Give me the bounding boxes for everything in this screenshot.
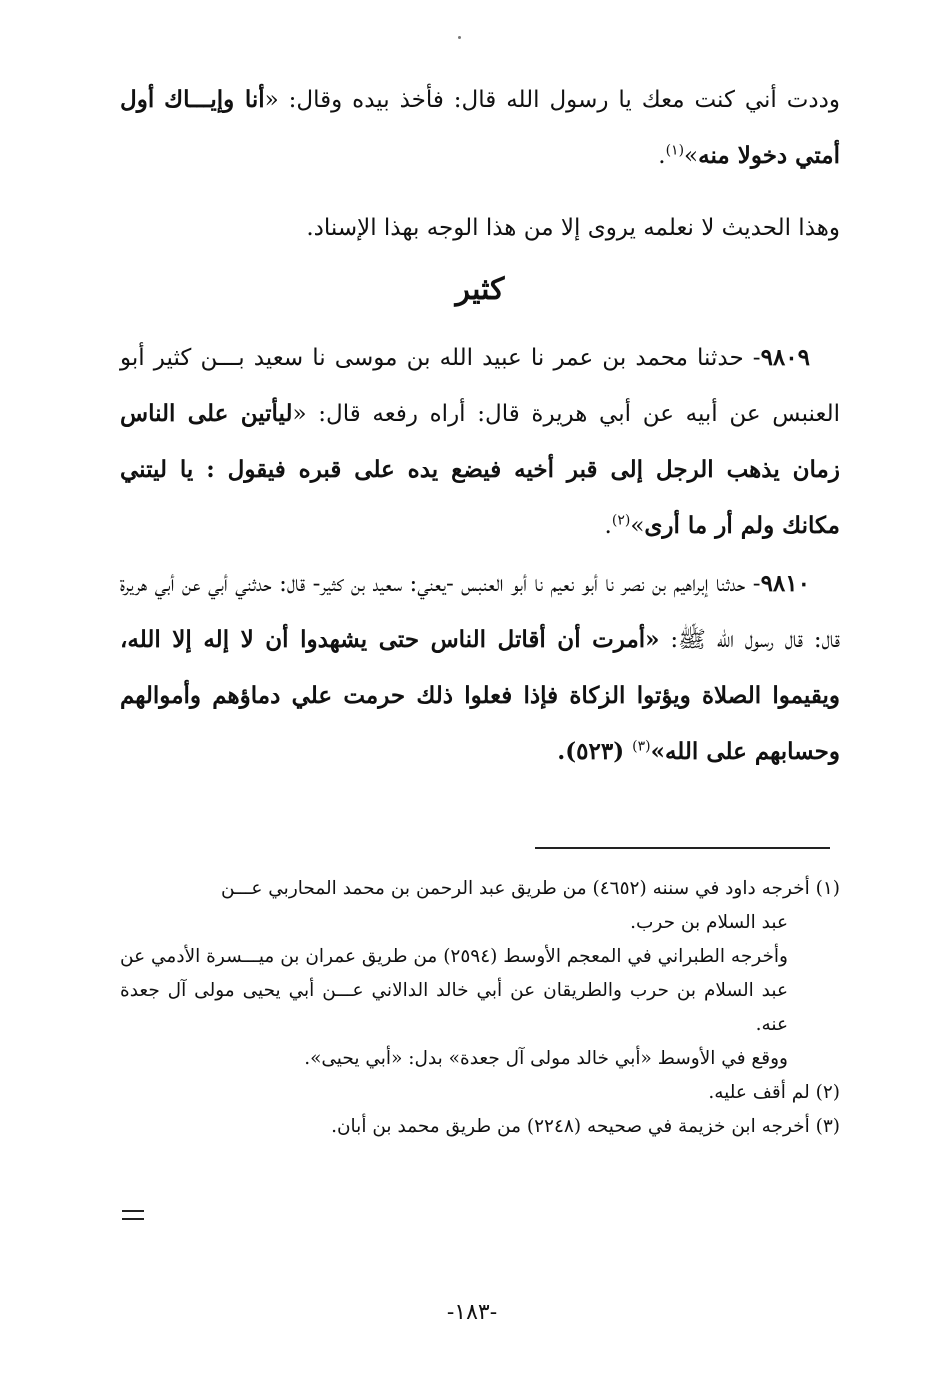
hadith-9810-isnad: - حدثنا إبراهيم بن نصر نا أبو نعيم نا أبو العنبس -يعني: سعيد بن كثير- قال: حدثني أبي عن أبي هريرة قال: قال رسول الله ﷺ: — [120, 571, 840, 653]
section-title: كثير — [455, 272, 505, 307]
intro-line1-bold: أنا وإيـــاك — [164, 86, 265, 113]
remark-text: وهذا الحديث لا نعلمه يروى إلا من هذا الوجه بهذا الإسناد. — [306, 215, 840, 241]
continuation-mark — [122, 1210, 144, 1226]
footnotes — [120, 872, 840, 1144]
hadith-9809-end: . — [604, 513, 612, 539]
intro-quote-close: » — [684, 143, 699, 169]
intro-end: . — [658, 143, 666, 169]
footnote-3: (٣) أخرجه ابن خزيمة في صحيحه (٢٢٤٨) من طريق محمد بن أبان. — [331, 1116, 840, 1137]
footnote-1-line-a: (١) أخرجه داود في سننه (٤٦٥٢) من طريق عبد الرحمن بن محمد المحاربي عـــن — [221, 878, 840, 899]
footnote-1-line-b: عبد السلام بن حرب. — [630, 912, 788, 933]
hadith-9809-isnad: - حدثنا محمد بن عمر نا عبيد الله بن موسى نا سعيد بـــن كثير أبو العنبس عن أبيه عن أبي هريرة قال: أراه رفعه قال: « — [120, 345, 840, 427]
footnote-2: (٢) لم أقف عليه. — [708, 1082, 840, 1103]
intro-line2-bold: أول أمتي دخولا منه — [120, 86, 840, 169]
hadith-9810 — [120, 556, 840, 780]
footnote-ref-2: (٢) — [611, 512, 631, 529]
intro-paragraph — [120, 72, 840, 184]
hadith-9809-close: » — [630, 513, 645, 539]
page-number: -١٨٣- — [446, 1300, 498, 1325]
hadith-9810-matn: «أمرت أن أقاتل الناس حتى يشهدوا أن لا إله إلا الله، ويقيموا الصلاة ويؤتوا الزكاة فإذا فعلوا ذلك حرمت علي دماؤهم وأموالهم وحسابهم على الله» — [120, 626, 840, 765]
hadith-9810-ref: (٥٢٣). — [557, 738, 633, 765]
footnote-1-line-d: ووقع في الأوسط «أبي خالد مولى آل جعدة» بدل: «أبي يحيى». — [304, 1048, 788, 1069]
intro-remark — [120, 200, 840, 256]
footnote-separator — [535, 847, 830, 849]
page-speck — [458, 36, 461, 39]
hadith-number-9810: ٩٨١٠ — [760, 570, 810, 597]
intro-line1-text: وددت أني كنت معك يا رسول الله قال: فأخذ بيده وقال: « — [264, 87, 840, 113]
hadith-number-9809: ٩٨٠٩ — [760, 344, 810, 371]
hadith-9809 — [120, 330, 840, 554]
footnote-ref-1: (١) — [665, 142, 685, 159]
hadith-9809-matn: ليأتين على الناس زمان يذهب الرجل إلى قبر أخيه فيضع يده على قبره فيقول : يا ليتني مكانك ولم أر ما أرى — [120, 400, 840, 539]
footnote-1-line-c: وأخرجه الطبراني في المعجم الأوسط (٢٥٩٤) من طريق عمران بن ميـــسرة الأدمي عن عبد السلام بن حرب والطريقان عن أبي خالد الدالاني عـــن أبي يحيى مولى آل جعدة عنه. — [120, 946, 788, 1035]
footnote-ref-3: (٣) — [632, 738, 651, 755]
